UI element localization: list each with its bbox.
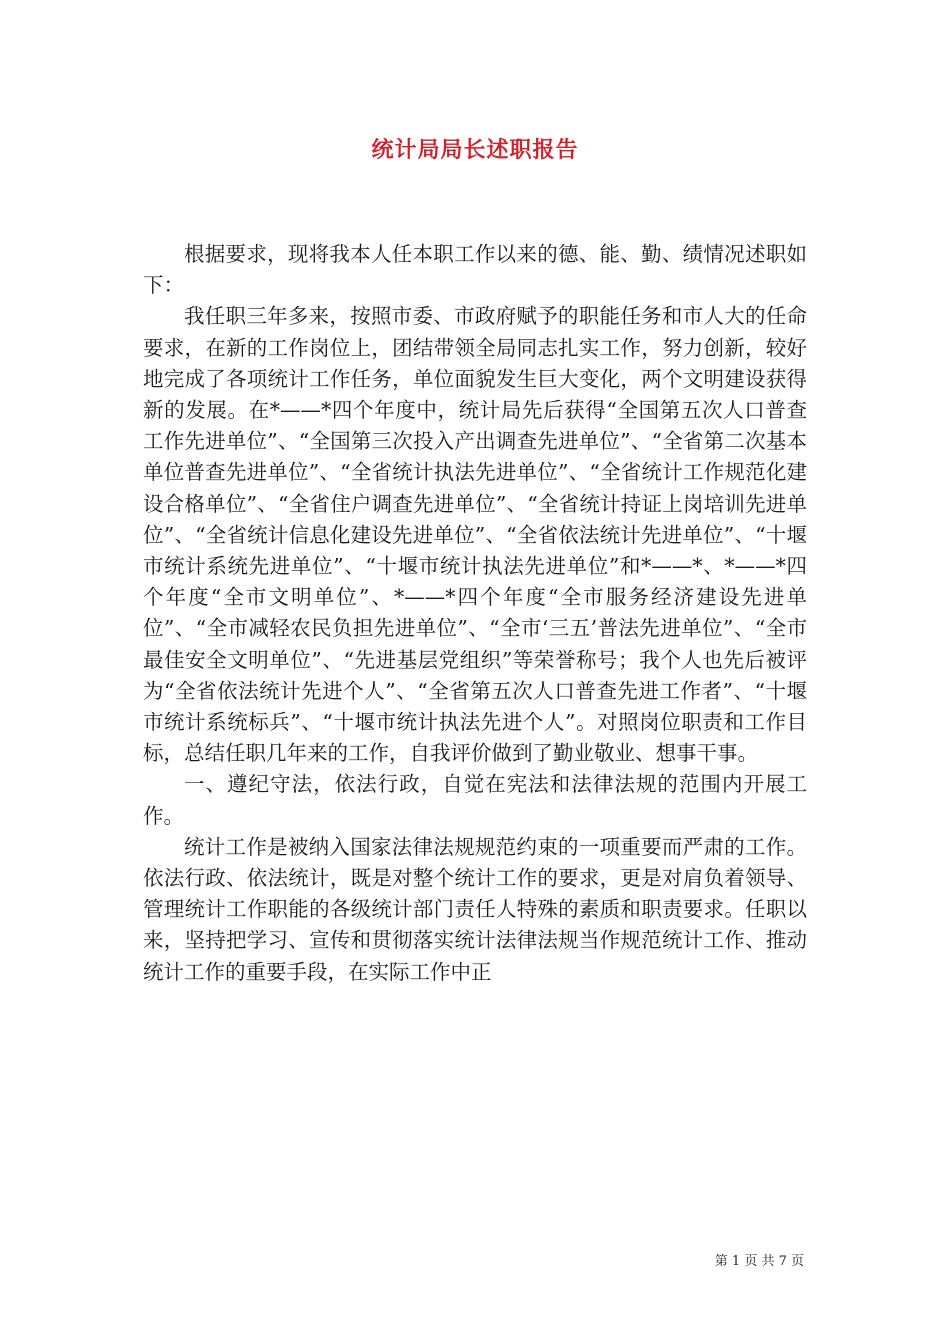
- paragraph-achievements: 我任职三年多来，按照市委、市政府赋予的职能任务和市人大的任命要求，在新的工作岗位上，团结带领全局同志扎实工作，努力创新，较好地完成了各项统计工作任务，单位面貌发生巨大变化，两个文明建设获得新的发展。在*——*四个年度中，统计局先后获得“全国第五次人口普查工作先进单位”、“全国第三次投入产出调查先进单位”、“全省第二次基本单位普查先进单位”、“全省统计执法先进单位”、“全省统计工作规范化建设合格单位”、“全省住户调查先进单位”、“全省统计持证上岗培训先进单位”、“全省统计信息化建设先进单位”、“全省依法统计先进单位”、“十堰市统计系统先进单位”、“十堰市统计执法先进单位”和*——*、*——*四个年度“全市文明单位”、*——*四个年度“全市服务经济建设先进单位”、“全市减轻农民负担先进单位”、“全市‘三五’普法先进单位”、“全市最佳安全文明单位”、“先进基层党组织”等荣誉称号；我个人也先后被评为“全省依法统计先进个人”、“全省第五次人口普查先进工作者”、“十堰市统计系统标兵”、“十堰市统计执法先进个人”。对照岗位职责和工作目标，总结任职几年来的工作，自我评价做到了勤业敬业、想事干事。: [143, 304, 807, 766]
- paragraph-law-compliance: 统计工作是被纳入国家法律法规规范约束的一项重要而严肃的工作。依法行政、依法统计，既是对整个统计工作的要求，更是对肩负着领导、管理统计工作职能的各级统计部门责任人特殊的素质和职责要求。任职以来，坚持把学习、宣传和贯彻落实统计法律法规当作规范统计工作、推动统计工作的重要手段，在实际工作中正: [143, 834, 807, 984]
- document-body: [143, 239, 807, 988]
- paragraph-section-heading: 一、遵纪守法，依法行政，自觉在宪法和法律法规的范围内开展工作。: [143, 772, 807, 828]
- paragraph-intro: 根据要求，现将我本人任本职工作以来的德、能、勤、绩情况述职如下：: [143, 242, 807, 298]
- document-title: 统计局局长述职报告: [371, 138, 579, 163]
- page-number: 第 1 页 共 7 页: [714, 1254, 804, 1269]
